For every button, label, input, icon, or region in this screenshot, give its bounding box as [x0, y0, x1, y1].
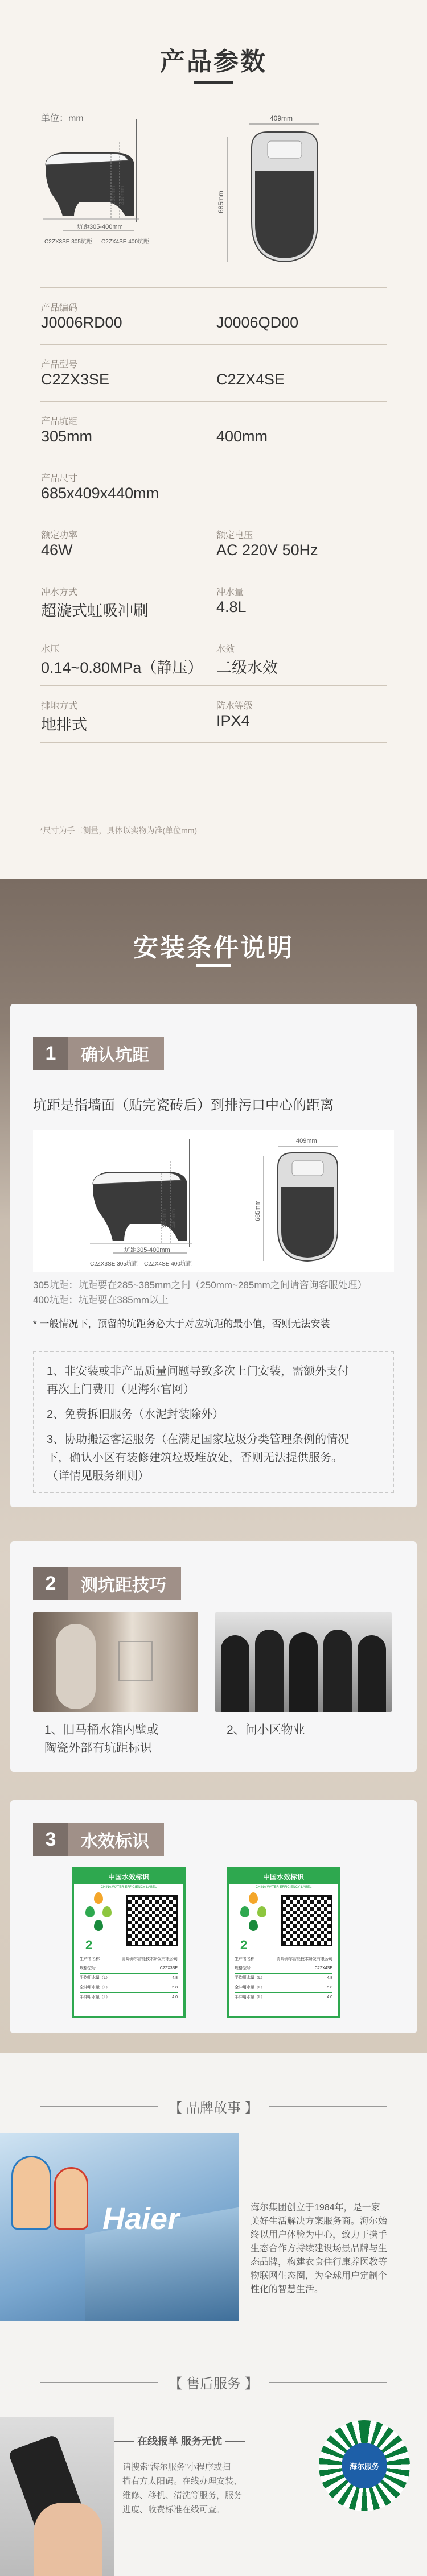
- pressure-label: 水压: [41, 644, 60, 654]
- install-conditions-section: [0, 879, 427, 2053]
- efficiency-val: 二级水效: [216, 659, 278, 676]
- side-view-drawing: [90, 1139, 192, 1253]
- row-label: 平均用水量（L）: [235, 1976, 265, 1980]
- flush-val: 超漩式虹吸冲刷: [41, 602, 149, 619]
- service-headline: —— 在线报单 服务无忧 ——: [114, 2436, 246, 2447]
- step3-header: [33, 1823, 164, 1856]
- after-sales-title: 【 售后服务 】: [169, 2376, 258, 2392]
- story-line: 终以用户体验为中心，致力于携手: [251, 2230, 388, 2240]
- mini-program-code-icon[interactable]: [319, 2420, 410, 2511]
- voltage-label: 额定电压: [216, 531, 253, 540]
- service-note-line: 1、非安装或非产品质量问题导致多次上门安装，需额外支付: [47, 1365, 350, 1378]
- step-title: 水效标识: [68, 1823, 164, 1856]
- measure-note: *尺寸为手工测量，具体以实物为准(单位mm): [40, 826, 198, 835]
- maker-label: 生产者名称: [235, 1957, 254, 1961]
- water-label-a: [72, 1867, 186, 2018]
- install-diagram: [33, 1130, 394, 1272]
- service-line: 请搜索“海尔服务”小程序或扫: [122, 2462, 231, 2472]
- tip-caption-1b: 陶瓷外部有坑距标识: [44, 1742, 152, 1755]
- step1-header: [33, 1037, 164, 1070]
- service-text: [122, 2460, 276, 2517]
- service-note-line: 下，确认小区有装修建筑垃圾堆放处，否则无法提供服务。: [47, 1452, 343, 1464]
- service-note-line: 3、协助搬运客运服务（在满足国家垃圾分类管理条例的情况: [47, 1433, 350, 1446]
- row-label: 全冲用水量（L）: [235, 1986, 265, 1990]
- volume-label: 冲水量: [216, 588, 244, 597]
- divider: [40, 287, 387, 288]
- waterproof-val: IPX4: [216, 712, 250, 729]
- step-number: 1: [33, 1037, 68, 1070]
- size-label: 产品尺寸: [41, 474, 78, 483]
- dim-b-text: 440mm: [171, 1209, 177, 1228]
- divider: [40, 685, 387, 686]
- maker: 青岛海尔智能技术研发有限公司: [122, 1957, 178, 1961]
- divider: [40, 344, 387, 345]
- waterproof-label: 防水等级: [216, 701, 253, 711]
- step-number: 3: [33, 1823, 68, 1856]
- step-number: 2: [33, 1567, 68, 1600]
- pit-b: 400mm: [216, 428, 268, 445]
- label-title: 中国水效标识: [229, 1870, 338, 1884]
- tank-photo: [33, 1612, 198, 1712]
- model-b-text: C2ZX4SE 400坑距: [144, 1261, 192, 1267]
- step3-card: [10, 1800, 417, 2033]
- voltage-val: AC 220V 50Hz: [216, 541, 318, 559]
- story-line: 态品牌，构建衣食住行康养医教等: [251, 2257, 388, 2267]
- brand-story-title: 【 品牌故事 】: [169, 2100, 258, 2116]
- top-view-drawing: [228, 124, 319, 262]
- pit-range-text: 坑距305-400mm: [77, 224, 123, 230]
- size-val: 685x409x440mm: [41, 485, 159, 502]
- haier-brothers-mascot: [11, 2156, 51, 2230]
- brand-story-text: [251, 2201, 410, 2297]
- story-line: 性化的智慧生活。: [251, 2285, 324, 2294]
- model-label: 规格型号: [235, 1966, 251, 1970]
- row-label: 半冲用水量（L）: [80, 1995, 110, 1999]
- pit-warning: * 一般情况下，预留的坑距务必大于对应坑距的最小值，否则无法安装: [33, 1318, 330, 1329]
- model-value: C2ZX3SE: [159, 1966, 178, 1970]
- model-label: 产品型号: [41, 360, 78, 370]
- service-line: 进度、收费标准在线可查。: [122, 2505, 225, 2515]
- maker: 青岛海尔智能技术研发有限公司: [277, 1957, 332, 1961]
- row-value: 4.0: [327, 1995, 332, 1999]
- top-height-text: 685mm: [217, 190, 225, 213]
- label-details: [80, 1955, 178, 2002]
- haier-brothers-mascot: [54, 2167, 88, 2230]
- row-value: 4.8: [172, 1976, 178, 1980]
- story-line: 生态合作方持续建设场景品牌与生: [251, 2244, 388, 2254]
- title-underline: [196, 964, 231, 967]
- tip-caption-2: 2、问小区物业: [227, 1723, 305, 1736]
- service-line: 描右方太阳码。在线办理安装、: [122, 2476, 243, 2486]
- row-value: 4.8: [327, 1976, 332, 1980]
- pit-spec-400: 400坑距：坑距要在385mm以上: [33, 1295, 169, 1305]
- pit-spec-305: 305坑距：坑距要在285~385mm之间（250mm~285mm之间请咨询客服处理）: [33, 1280, 367, 1291]
- story-line: 海尔集团创立于1984年，是一家: [251, 2203, 380, 2213]
- label-subtitle: CHINA WATER EFFICIENCY LABEL: [100, 1886, 157, 1889]
- qr-code-icon: [126, 1895, 178, 1946]
- brand-building-image: [0, 2133, 239, 2321]
- title-underline: [194, 81, 233, 84]
- service-line: 维修、移机、清洗等服务，服务: [122, 2491, 243, 2500]
- brand-service-section: [0, 2053, 427, 2576]
- step1-card: [10, 1004, 417, 1507]
- product-params-section: [0, 0, 427, 879]
- after-sales-heading: [40, 2369, 387, 2395]
- pit-a: 305mm: [41, 428, 93, 445]
- pressure-val: 0.14~0.80MPa（静压）: [41, 659, 203, 676]
- dimension-diagram: [40, 108, 387, 273]
- efficiency-drops-icon: [80, 1892, 120, 1938]
- model-b-text: C2ZX4SE 400坑距: [101, 239, 149, 245]
- row-label: 全冲用水量（L）: [80, 1986, 110, 1990]
- tip-caption-1a: 1、旧马桶水箱内壁或: [44, 1723, 159, 1736]
- model-a: C2ZX3SE: [41, 371, 110, 388]
- drain-label: 排地方式: [41, 701, 78, 711]
- top-height-text: 685mm: [254, 1200, 261, 1221]
- step2-header: [33, 1567, 181, 1600]
- story-line: 物联网生态圈，为全球用户定制个: [251, 2271, 388, 2281]
- model-label: 规格型号: [80, 1966, 96, 1970]
- divider: [40, 401, 387, 402]
- label-details: [235, 1955, 332, 2002]
- install-title: 安装条件说明: [133, 934, 294, 962]
- haier-logo: Haier: [102, 2202, 180, 2236]
- label-subtitle: CHINA WATER EFFICIENCY LABEL: [255, 1886, 312, 1889]
- divider: [40, 742, 387, 743]
- row-value: 4.0: [172, 1995, 178, 1999]
- top-width-text: 409mm: [270, 114, 293, 122]
- top-width-text: 409mm: [296, 1138, 317, 1144]
- pit-label: 产品坑距: [41, 417, 78, 427]
- efficiency-drops-icon: [235, 1892, 274, 1938]
- model-a-text: C2ZX3SE 305坑距: [44, 239, 92, 245]
- label-title: 中国水效标识: [74, 1870, 183, 1884]
- code-a: J0006RD00: [41, 314, 122, 331]
- property-staff-photo: [215, 1612, 392, 1712]
- efficiency-label: 水效: [216, 644, 235, 654]
- drain-val: 地排式: [41, 716, 87, 733]
- water-label-b: [227, 1867, 340, 2018]
- qr-label: 海尔服务: [342, 2443, 387, 2488]
- brand-story-heading: [40, 2093, 387, 2119]
- row-label: 半冲用水量（L）: [235, 1995, 265, 1999]
- service-note-line: （详情见服务细则）: [47, 1470, 149, 1482]
- side-h2-text: 440mm: [120, 185, 126, 205]
- step-title: 确认坑距: [68, 1037, 164, 1070]
- hand-phone-image: [0, 2417, 114, 2576]
- row-value: 5.8: [172, 1986, 178, 1990]
- code-b: J0006QD00: [216, 314, 299, 331]
- row-label: 平均用水量（L）: [80, 1976, 110, 1980]
- step2-card: [10, 1541, 417, 1772]
- model-a-text: C2ZX3SE 305坑距: [90, 1261, 138, 1267]
- pit-definition: 坑距是指墙面（贴完瓷砖后）到排污口中心的距离: [33, 1098, 334, 1113]
- maker-label: 生产者名称: [80, 1957, 100, 1961]
- service-note-line: 2、免费拆旧服务（水泥封装除外）: [47, 1408, 224, 1421]
- top-view-drawing: [264, 1146, 338, 1261]
- qr-code-icon: [281, 1895, 332, 1946]
- dim-a-text: 380mm: [161, 1209, 167, 1228]
- flush-label: 冲水方式: [41, 588, 78, 597]
- row-value: 5.8: [327, 1986, 332, 1990]
- model-value: C2ZX4SE: [314, 1966, 332, 1970]
- unit-label: 单位：mm: [41, 114, 84, 123]
- code-label: 产品编码: [41, 303, 78, 313]
- side-view-drawing: [43, 119, 139, 230]
- power-val: 46W: [41, 541, 73, 559]
- grade-number: 2: [240, 1938, 248, 1952]
- service-note-line: 再次上门费用（见海尔官网）: [47, 1383, 195, 1396]
- story-line: 美好生活解决方案服务商。海尔始: [251, 2217, 388, 2226]
- model-b: C2ZX4SE: [216, 371, 285, 388]
- pit-range-text: 坑距305-400mm: [124, 1247, 170, 1254]
- params-title: 产品参数: [160, 48, 267, 76]
- step-title: 测坑距技巧: [68, 1567, 181, 1600]
- power-label: 额定功率: [41, 531, 78, 540]
- volume-val: 4.8L: [216, 598, 247, 615]
- side-h1-text: 380mm: [110, 185, 117, 205]
- grade-number: 2: [85, 1938, 93, 1952]
